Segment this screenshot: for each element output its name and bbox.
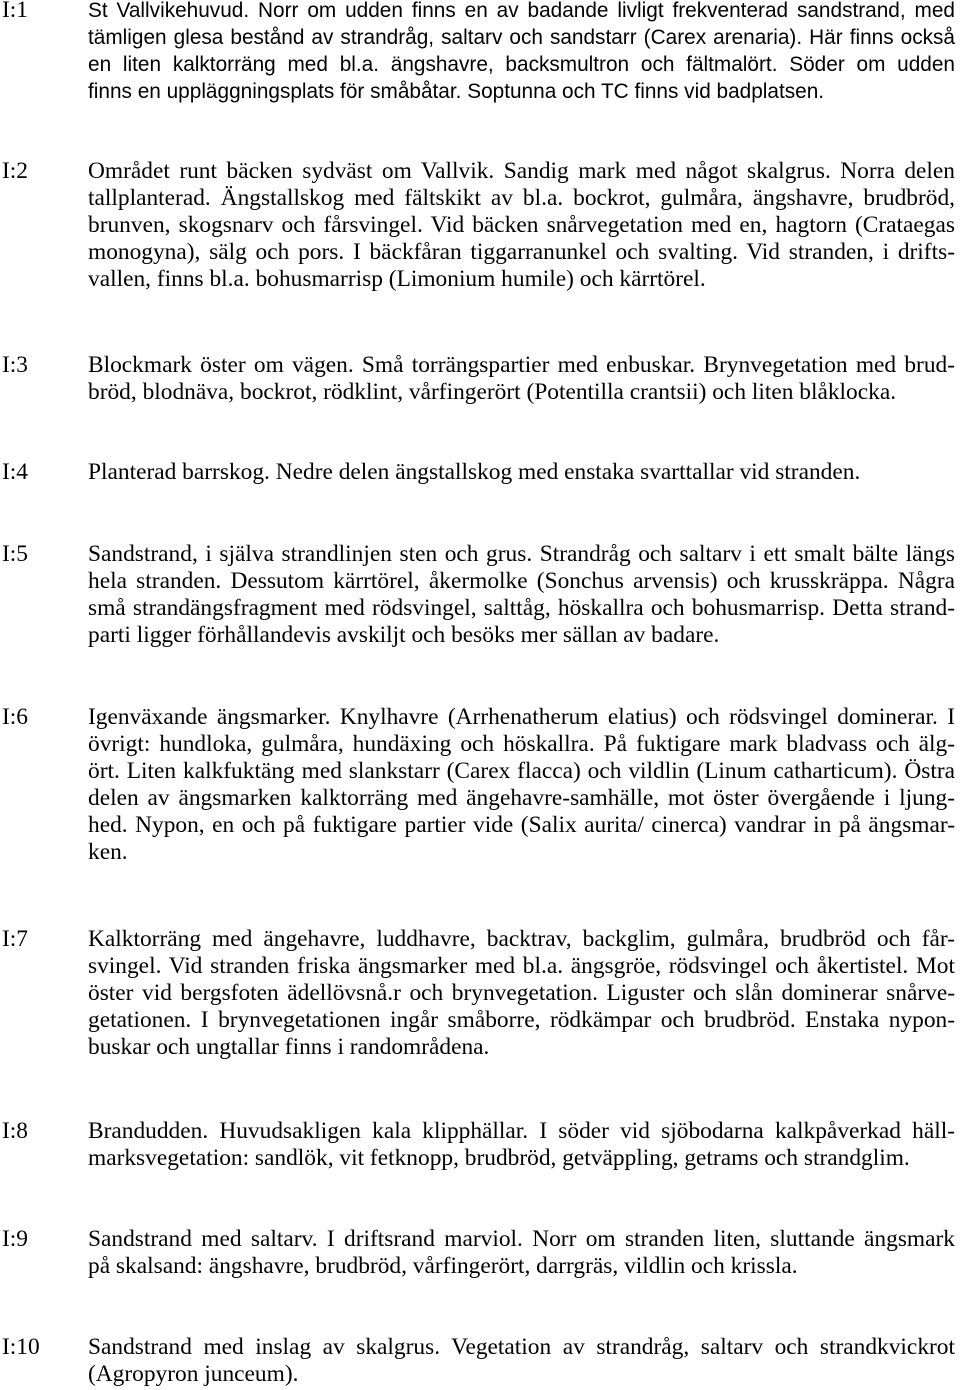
text-line: bröd, blodnäva, bockrot, rödklint, vårfingerört (Potentilla crantsii) och liten blåklocka. — [88, 379, 897, 405]
text-line: hed. Nypon, en och på fuktigare partier vide (Salix aurita/ cinerca) vandrar in på ängsmar- — [88, 812, 955, 838]
entry-label: I:10 — [2, 1334, 40, 1360]
text-line: buskar och ungtallar finns i randområdena. — [88, 1034, 490, 1060]
entry-label: I:3 — [2, 352, 28, 378]
entry-text — [88, 352, 955, 406]
text-line: (Agropyron junceum). — [88, 1361, 299, 1387]
entry-text — [88, 158, 955, 293]
entry-text — [88, 926, 955, 1061]
text-line: övrigt: hundloka, gulmåra, hundäxing och höskallra. På fuktigare mark bladvass och älg- — [88, 731, 955, 757]
entry-label: I:1 — [2, 0, 28, 23]
text-line: parti ligger förhållandevis avskiljt och besöks mer sällan av badare. — [88, 622, 720, 648]
text-line: hela stranden. Dessutom kärrtörel, åkermolke (Sonchus arvensis) och krusskräppa. Några — [88, 568, 955, 594]
text-line: Planterad barrskog. Nedre delen ängstallskog med enstaka svarttallar vid stranden. — [88, 459, 861, 485]
entry-text — [88, 1226, 955, 1280]
text-line: monogyna), sälg och pors. I bäckfåran tiggarranunkel och svalting. Vid stranden, i drifts- — [88, 239, 955, 265]
text-line: vallen, finns bl.a. bohusmarrisp (Limonium humile) och kärrtörel. — [88, 266, 706, 292]
entry-label: I:6 — [2, 704, 28, 730]
text-line: brunven, skogsnarv och fårsvingel. Vid bäcken snårvegetation med en, hagtorn (Crataegas — [88, 212, 955, 238]
text-line: en liten kalktorräng med bl.a. ängshavre, backsmultron och fältmalört. Söder om udden — [88, 53, 955, 76]
text-line: tämligen glesa bestånd av strandråg, saltarv och sandstarr (Carex arenaria). Här finns också — [88, 26, 955, 49]
text-line: öster vid bergsfoten ädellövsnå.r och brynvegetation. Liguster och slån dominerar snårve- — [88, 980, 955, 1006]
text-line: Igenväxande ängsmarker. Knylhavre (Arrhenatherum elatius) och rödsvingel dominerar. I — [88, 704, 955, 730]
text-line: svingel. Vid stranden friska ängsmarker med bl.a. ängsgröe, rödsvingel och åkertistel. Mot — [88, 953, 955, 979]
text-line: på skalsand: ängshavre, brudbröd, vårfingerört, darrgräs, vildlin och krissla. — [88, 1253, 798, 1279]
entry-text — [88, 1334, 955, 1388]
entry-label: I:7 — [2, 926, 28, 952]
text-line: Sandstrand med inslag av skalgrus. Vegetation av strandråg, saltarv och strandkvickrot — [88, 1334, 955, 1360]
text-line: getationen. I brynvegetationen ingår småborre, rödkämpar och brudbröd. Enstaka nypon- — [88, 1007, 955, 1033]
text-line: Brandudden. Huvudsakligen kala klipphällar. I söder vid sjöbodarna kalkpåverkad häll- — [88, 1118, 955, 1144]
entry-label: I:9 — [2, 1226, 28, 1252]
text-line: Området runt bäcken sydväst om Vallvik. Sandig mark med något skalgrus. Norra delen — [88, 158, 955, 184]
text-line: delen av ängsmarken kalktorräng med ängehavre-samhälle, mot öster övergående i ljung- — [88, 785, 955, 811]
entry-text — [88, 541, 955, 649]
entry-label: I:4 — [2, 459, 28, 485]
text-line: St Vallvikehuvud. Norr om udden finns en av badande livligt frekventerad sandstrand, med — [88, 0, 955, 22]
entry-label: I:8 — [2, 1118, 28, 1144]
entry-text — [88, 1118, 955, 1172]
text-line: Sandstrand med saltarv. I driftsrand marviol. Norr om stranden liten, sluttande ängsmark — [88, 1226, 955, 1252]
entry-label: I:5 — [2, 541, 28, 567]
entry-text — [88, 704, 955, 866]
entry-label: I:2 — [2, 158, 28, 184]
text-line: ken. — [88, 839, 128, 865]
entry-text — [88, 459, 955, 486]
text-line: Kalktorräng med ängehavre, luddhavre, backtrav, backglim, gulmåra, brudbröd och får- — [88, 926, 955, 952]
entry-text — [88, 0, 955, 105]
text-line: ört. Liten kalkfuktäng med slankstarr (Carex flacca) och vildlin (Linum catharticum). Östra — [88, 758, 955, 784]
text-line: tallplanterad. Ängstallskog med fältskikt av bl.a. bockrot, gulmåra, ängshavre, brudbröd, — [88, 185, 955, 211]
text-line: små strandängsfragment med rödsvingel, salttåg, höskallra och bohusmarrisp. Detta strand- — [88, 595, 955, 621]
text-line: Sandstrand, i själva strandlinjen sten och grus. Strandråg och saltarv i ett smalt bälte längs — [88, 541, 955, 567]
text-line: marksvegetation: sandlök, vit fetknopp, brudbröd, getväppling, getrams och strandglim. — [88, 1145, 910, 1171]
text-line: finns en uppläggningsplats för småbåtar. Soptunna och TC finns vid badplatsen. — [88, 80, 825, 103]
text-line: Blockmark öster om vägen. Små torrängspartier med enbuskar. Brynvegetation med brud- — [88, 352, 955, 378]
